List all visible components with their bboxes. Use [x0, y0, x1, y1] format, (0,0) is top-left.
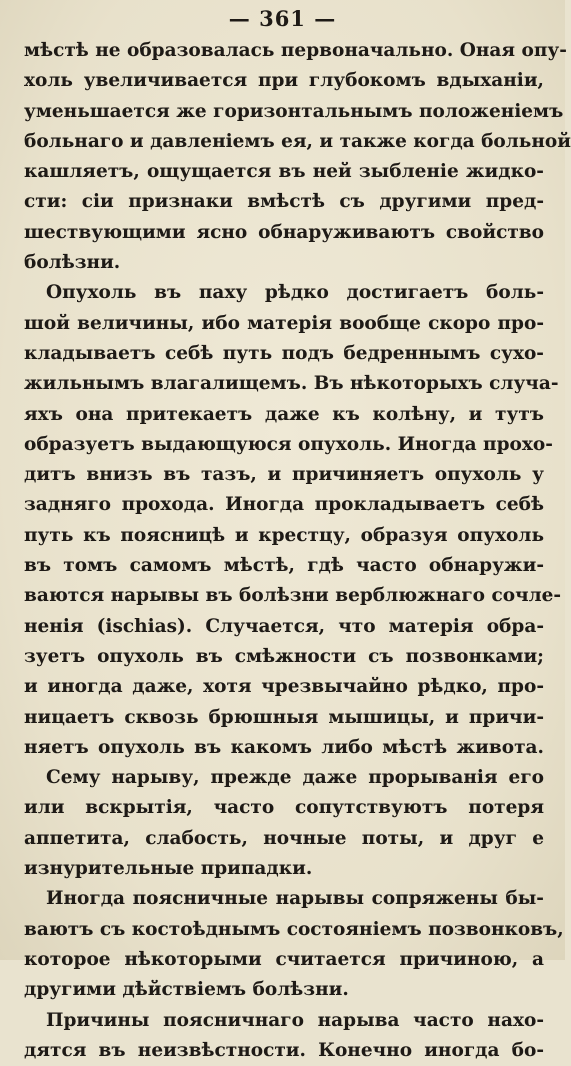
text-line: ваются нарывы въ болѣзни верблюжнаго сочле- — [24, 585, 562, 607]
text-line: Сему нарыву, прежде даже прорыванія его — [46, 767, 544, 789]
text-line: мѣстѣ не образовалась первоначально. Оная опу- — [24, 40, 567, 61]
text-line: шой величины, ибо матерія вообще скоро про- — [24, 312, 544, 334]
text-line: уменьшается же горизонтальнымъ положеніемъ — [24, 100, 564, 122]
text-line: Иногда поясничные нарывы сопряжены бы- — [46, 888, 544, 910]
page-number-header: — 361 — — [228, 6, 337, 31]
text-line: образуетъ выдающуюся опухоль. Иногда прохо- — [24, 433, 553, 455]
text-line: кашляетъ, ощущается въ ней зыбленіе жидко- — [24, 161, 544, 183]
text-line: сти: сіи признаки вмѣстѣ съ другими пред- — [24, 191, 544, 213]
body-text — [24, 36, 571, 1066]
text-line: дитъ внизъ въ тазъ, и причиняетъ опухоль у — [24, 464, 544, 486]
text-line: или вскрытія, часто сопутствуютъ потеря — [24, 797, 544, 819]
text-line: дятся въ неизвѣстности. Конечно иногда бо- — [24, 1039, 544, 1061]
text-line: изнурительные припадки. — [24, 858, 313, 880]
text-line: и иногда даже, хотя чрезвычайно рѣдко, про- — [24, 676, 544, 698]
text-line: другими дѣйствіемъ болѣзни. — [24, 979, 349, 1001]
text-line: въ томъ самомъ мѣстѣ, гдѣ часто обнаружи- — [24, 555, 544, 577]
text-line: кладываетъ себѣ путь подъ бедреннымъ сухо- — [24, 342, 544, 364]
text-line: жильнымъ влагалищемъ. Въ нѣкоторыхъ случа- — [24, 373, 559, 395]
text-line: задняго прохода. Иногда прокладываетъ себѣ — [24, 494, 544, 516]
text-line: зуетъ опухоль въ смѣжности съ позвонками; — [24, 645, 544, 667]
text-line: Причины поясничнаго нарыва часто нахо- — [46, 1009, 544, 1031]
text-line: путь къ поясницѣ и крестцу, образуя опухоль — [24, 524, 544, 546]
text-line: которое нѣкоторыми считается причиною, а — [24, 948, 544, 970]
text-line: яхъ она притекаетъ даже къ колѣну, и тутъ — [24, 403, 544, 425]
text-line: ваютъ съ костоѣднымъ состояніемъ позвонковъ, — [24, 918, 564, 940]
text-line: ненія (ischias). Случается, что матерія обра- — [24, 615, 544, 637]
text-line: больнаго и давленіемъ ея, и также когда больной — [24, 130, 571, 152]
text-line: шествующими ясно обнаруживаютъ свойство — [24, 221, 544, 243]
text-line: ницаетъ сквозь брюшныя мышицы, и причи- — [24, 706, 544, 728]
text-line: аппетита, слабость, ночные поты, и друг е — [24, 827, 544, 849]
text-line: холь увеличивается при глубокомъ вдыханіи, — [24, 70, 544, 92]
text-line: Опухоль въ паху рѣдко достигаетъ боль- — [46, 282, 544, 304]
text-line: болѣзни. — [24, 252, 121, 274]
text-line: няетъ опухоль въ какомъ либо мѣстѣ живота. — [24, 736, 544, 758]
